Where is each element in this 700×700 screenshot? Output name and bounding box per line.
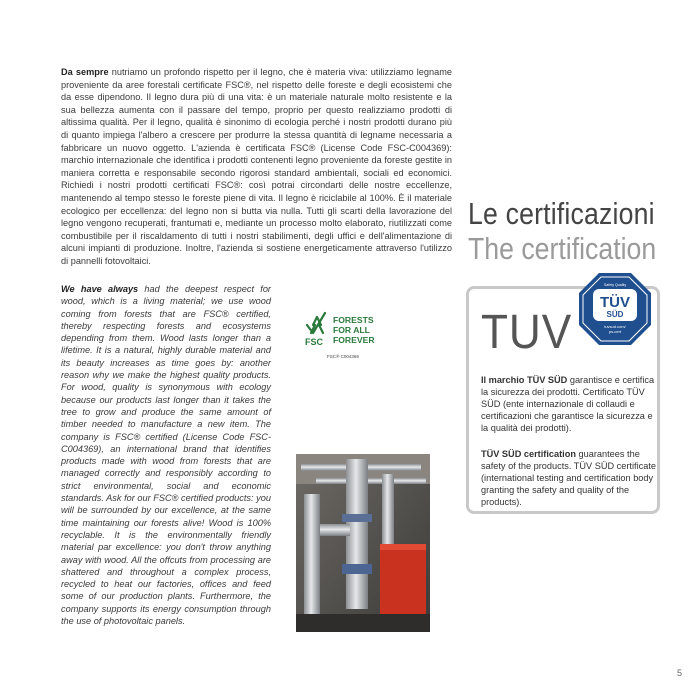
tuv-badge-url2: ps-cert (608, 329, 622, 334)
intro-italian (61, 66, 452, 268)
tuv-italian-bold: Il marchio TÜV SÜD (481, 375, 568, 385)
tuv-badge-url: tuvsud.com/ (604, 324, 626, 329)
tuv-english-bold: TÜV SÜD certification (481, 449, 576, 459)
heading-italian: Le certificazioni (468, 196, 655, 231)
tuv-italian-body: garantisce e certifica la sicurezza dei prodotti. Certificato TÜV SÜD (ente internazionale di collaudi e certificazioni che garantisce la sicurezza e la qualità dei prodotti). (481, 375, 655, 433)
tuv-english-body: guarantees the safety of the products. TÜV SÜD certificate (international testing and certification body granting the safety and quality of the products). (481, 449, 656, 507)
industrial-plant-photo (296, 454, 430, 632)
tuv-badge-sub: SÜD (606, 310, 624, 319)
fsc-mark: FSC (305, 337, 323, 347)
fsc-line1: FORESTS (333, 315, 374, 325)
intro-english-text: had the deepest respect for wood, which is a living material; we use wood coming from forests that are FSC® certified, thereby respecting forests and ecosystems depending from them. Wood lasts longer than a lifetime. It is a natural, highly durable material and its beauty increases as time goes by: another reason why we make the highest quality products. For wood, quality is synonymous with ecology because our products last longer than it takes the tree to grow and produce the same amount of timber needed to manufacture a new item. The company is FSC® certified (License Code FSC-C004369), an international brand that identifies products made with wood from forests that are managed correctly and responsibly according to strict environmental, social and economic standards. Ask for our FSC® certified products: you will be surrounded by our excellence, at the same time maintaining our forests alive! Wood is 100% recyclable. It is the environmentally friendly material par excellence: you don't throw anything away with wood. All the offcuts from processing are shattered and throughout a complex process, recycled to heat our factories, offices and feed some of our production plants. Furthermore, the company supports its energy consumption through the use of photovoltaic panels. (61, 284, 271, 627)
fsc-tree-check-icon (303, 305, 393, 365)
fsc-logo (303, 305, 393, 365)
intro-english-lead: We have always (61, 284, 139, 294)
intro-italian-text: nutriamo un profondo rispetto per il legno, che è materia viva: utilizziamo legname proveniente da aree forestali certificate FSC®, nel rispetto delle foreste e degli ecosistemi che da esse dipendono. Il legno dura più di una vita: è un materiale naturale molto resistente e la sua bellezza aumenta con il passare del tempo, proprio per questo realizziamo prodotti di altissima qualità. Per il legno, qualità è sinonimo di ecologia perché i nostri prodotti durano più di quanto impiega l'albero a crescere per produrre la stessa quantità di legname necessaria a fabbricare un nuovo oggetto. L'azienda è certificata FSC® (License Code FSC-C004369): marchio internazionale che identifica i prodotti contenenti legno proveniente da foreste gestite in maniera corretta e responsabile secondo rigorosi standard ambientali, sociali ed economici. Richiedi i nostri prodotti certificati FSC®: così potrai circondarti delle nostre eccellenze, mantenendo al tempo stesso le foreste piene di vita. Il legno è riciclabile al 100%. È il materiale ecologico per eccellenza: del legno non si butta via nulla. Tutti gli scarti della lavorazione del legno vengono recuperati, frantumati e, mediante un processo molto elaborato, riutilizzati come combustibile per il riscaldamento di tutti i nostri stabilimenti, degli uffici e dell'alimentazione di alcuni impianti di produzione. Inoltre, l'azienda si sostiene energeticamente attraverso l'utilizzo di pannelli fotovoltaici. (61, 67, 452, 266)
tuv-badge-main: TÜV (600, 294, 630, 311)
tuv-badge-top: Safety Quality (603, 283, 627, 287)
intro-italian-lead: Da sempre (61, 67, 109, 77)
page-number: 5 (677, 668, 683, 678)
fsc-code: FSC® C004369 (327, 354, 359, 359)
fsc-line3: FOREVER (333, 335, 375, 345)
heading-english: The certification (468, 231, 657, 266)
tuv-title: TUV (481, 306, 573, 359)
fsc-line2: FOR ALL (333, 325, 370, 335)
tuv-text-italian (481, 374, 657, 434)
intro-english (61, 283, 271, 627)
tuv-sud-badge-icon (577, 271, 653, 347)
tuv-text-english (481, 448, 657, 508)
